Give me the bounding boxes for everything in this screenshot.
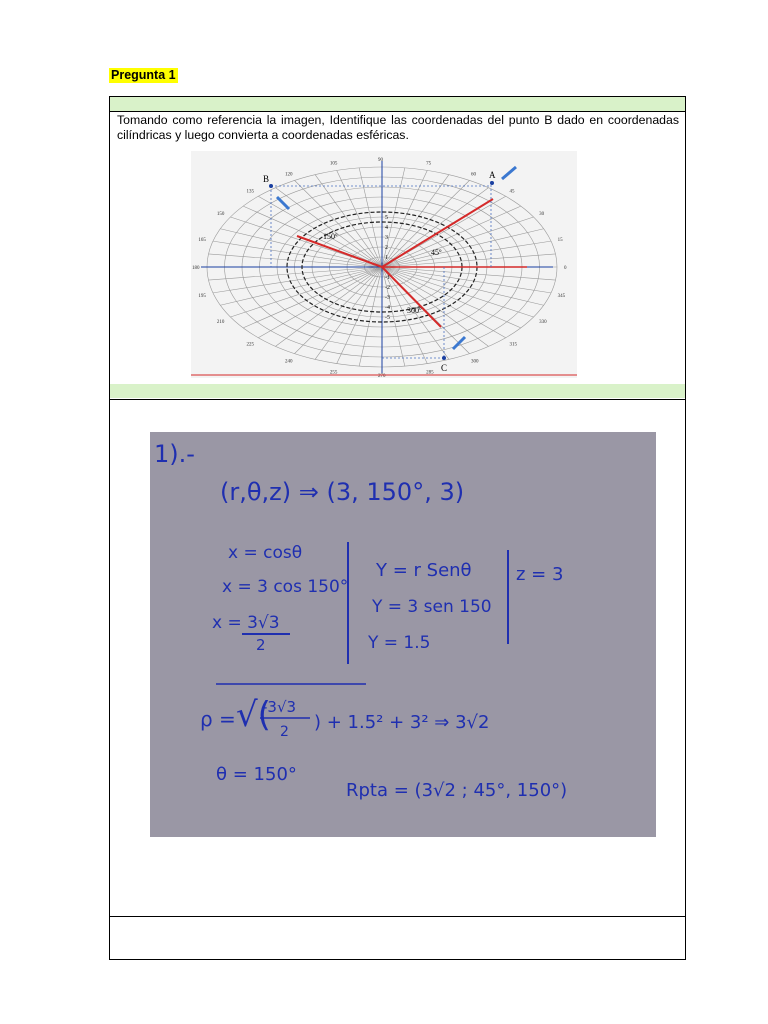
degree-label: 30 xyxy=(539,212,545,217)
hw-sqrt-symbol: √( xyxy=(236,695,271,735)
degree-label: 240 xyxy=(285,359,293,365)
hw-step-number: 1).- xyxy=(154,440,195,468)
degree-label: 120 xyxy=(285,172,293,178)
hw-y-result: Y = 1.5 xyxy=(368,633,431,653)
degree-label: 255 xyxy=(329,370,338,376)
green-header-bar xyxy=(110,97,685,111)
angle-45-label: 45º xyxy=(431,248,442,257)
hw-rho-rest: ) + 1.5² + 3² ⇒ 3√2 xyxy=(314,712,490,733)
angle-300-label: 300º xyxy=(407,306,422,315)
degree-label: 45 xyxy=(509,189,515,195)
row-divider xyxy=(110,111,685,112)
y-tick-label: -2 xyxy=(385,285,390,291)
y-tick-label: 1 xyxy=(385,255,388,261)
degree-label: 135 xyxy=(246,189,254,195)
hw-theta: θ = 150° xyxy=(216,764,297,785)
degree-label: 270 xyxy=(378,374,386,378)
degree-label: 180 xyxy=(192,266,200,271)
degree-label: 60 xyxy=(471,172,476,178)
degree-label: 345 xyxy=(557,293,566,299)
point-b-label: B xyxy=(263,174,270,184)
degree-label: 90 xyxy=(378,158,383,163)
y-tick-label: 5 xyxy=(385,215,388,221)
degree-label: 15 xyxy=(557,238,563,244)
degree-label: 330 xyxy=(539,320,547,325)
y-tick-label: -4 xyxy=(385,305,390,311)
hw-cylindrical-coords: (r,θ,z) ⇒ (3, 150°, 3) xyxy=(220,478,465,506)
green-footer-bar xyxy=(110,384,685,398)
degree-label: 225 xyxy=(246,342,254,348)
polar-grid-figure xyxy=(191,151,577,378)
handwriting-svg xyxy=(150,432,656,837)
hw-x-substitution: x = 3 cos 150° xyxy=(222,577,349,597)
hw-y-substitution: Y = 3 sen 150 xyxy=(372,597,492,617)
hw-x-formula: x = cosθ xyxy=(228,543,303,563)
question-heading: Pregunta 1 xyxy=(111,68,176,82)
degree-label: 165 xyxy=(198,238,206,244)
degree-label: 210 xyxy=(216,320,225,325)
hw-y-formula: Y = r Senθ xyxy=(376,560,472,581)
angle-150-label: 150º xyxy=(323,232,338,241)
degree-label: 300 xyxy=(471,359,479,365)
row-divider xyxy=(110,399,685,400)
degree-label: 315 xyxy=(509,342,518,348)
degree-label: 150 xyxy=(216,212,225,217)
degree-label: 285 xyxy=(426,370,434,376)
degree-label: 105 xyxy=(329,161,338,167)
hw-answer: Rpta = (3√2 ; 45°, 150°) xyxy=(346,780,568,801)
y-tick-label: -5 xyxy=(385,315,390,321)
handwritten-solution-photo xyxy=(150,432,656,837)
y-tick-label: 2 xyxy=(385,245,388,251)
y-tick-label: -3 xyxy=(385,295,390,301)
hw-rho-denominator: 2 xyxy=(280,724,289,740)
degree-label: 0 xyxy=(564,266,567,271)
polar-grid-svg xyxy=(191,151,577,378)
hw-rho-label: ρ = xyxy=(200,707,236,731)
point-c-label: C xyxy=(441,363,448,373)
degree-label: 195 xyxy=(198,293,206,299)
hw-x-denominator: 2 xyxy=(256,636,266,654)
y-tick-label: -1 xyxy=(385,275,390,281)
y-tick-label: 4 xyxy=(385,225,388,231)
point-a-label: A xyxy=(489,170,496,180)
hw-x-result: x = 3√3 xyxy=(212,613,280,633)
hw-z-value: z = 3 xyxy=(516,564,564,585)
question-table xyxy=(109,96,686,960)
question-text: Tomando como referencia la imagen, Identifique las coordenadas del punto B dado en coordenadas cilíndricas y luego convierta a coordenadas esféricas. xyxy=(117,113,679,142)
hw-rho-numerator: -3√3 xyxy=(262,698,297,716)
y-tick-label: 3 xyxy=(385,235,388,241)
degree-label: 75 xyxy=(426,161,432,167)
row-divider xyxy=(110,916,685,917)
